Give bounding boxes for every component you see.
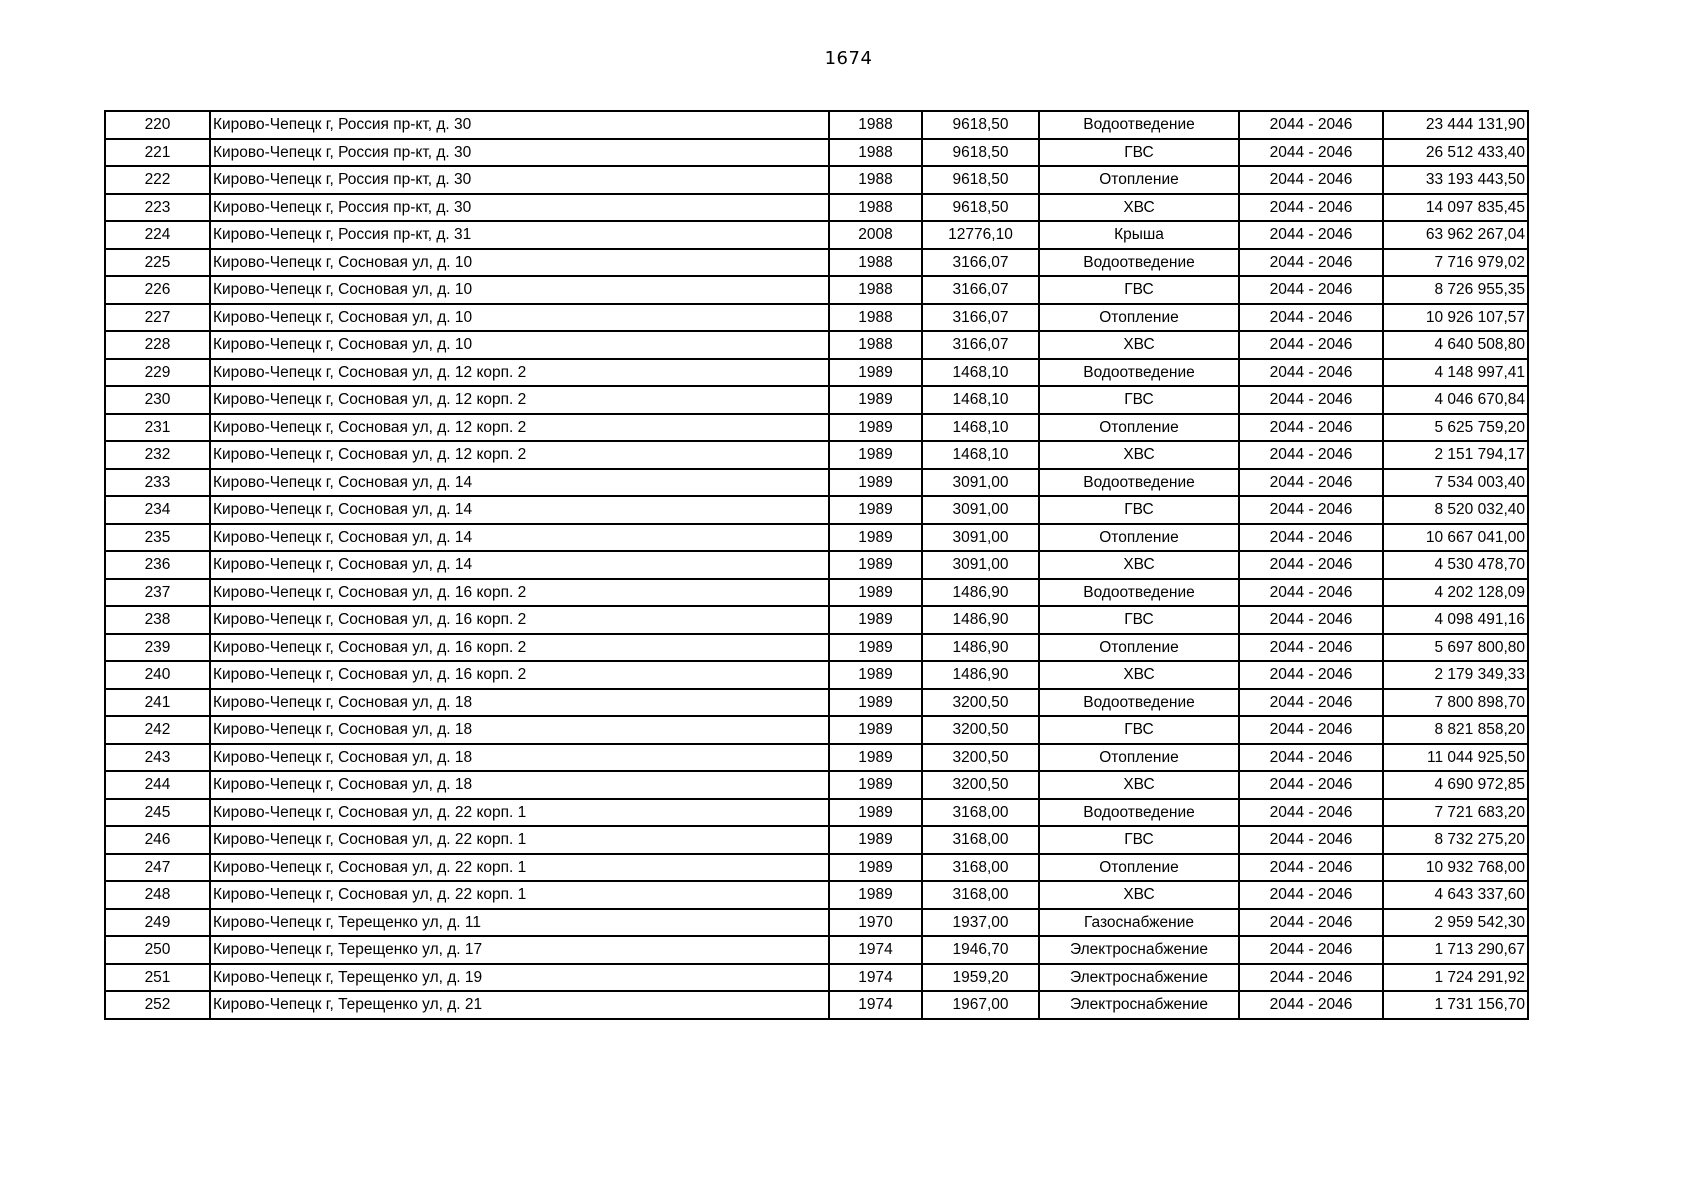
cost-cell: 26 512 433,40 [1383, 139, 1528, 167]
address-cell: Кирово-Чепецк г, Сосновая ул, д. 10 [210, 276, 829, 304]
area-cell: 3166,07 [922, 276, 1039, 304]
table-row [105, 606, 1528, 634]
work-type-cell: Газоснабжение [1039, 909, 1239, 937]
address-cell: Кирово-Чепецк г, Россия пр-кт, д. 30 [210, 111, 829, 139]
work-type-cell: Электроснабжение [1039, 964, 1239, 992]
cost-cell: 1 731 156,70 [1383, 991, 1528, 1019]
address-cell: Кирово-Чепецк г, Сосновая ул, д. 12 корп. 2 [210, 386, 829, 414]
address-cell: Кирово-Чепецк г, Россия пр-кт, д. 30 [210, 194, 829, 222]
area-cell: 3200,50 [922, 771, 1039, 799]
cost-cell: 1 713 290,67 [1383, 936, 1528, 964]
work-type-cell: ХВС [1039, 551, 1239, 579]
address-cell: Кирово-Чепецк г, Сосновая ул, д. 16 корп. 2 [210, 634, 829, 662]
cost-cell: 7 716 979,02 [1383, 249, 1528, 277]
address-cell: Кирово-Чепецк г, Сосновая ул, д. 18 [210, 771, 829, 799]
row-number-cell: 242 [105, 716, 210, 744]
year-cell: 1989 [829, 386, 922, 414]
row-number-cell: 251 [105, 964, 210, 992]
cost-cell: 11 044 925,50 [1383, 744, 1528, 772]
table-row [105, 799, 1528, 827]
work-type-cell: ГВС [1039, 496, 1239, 524]
period-cell: 2044 - 2046 [1239, 441, 1383, 469]
work-type-cell: ХВС [1039, 661, 1239, 689]
table-row [105, 744, 1528, 772]
work-type-cell: ГВС [1039, 386, 1239, 414]
address-cell: Кирово-Чепецк г, Сосновая ул, д. 14 [210, 496, 829, 524]
cost-cell: 14 097 835,45 [1383, 194, 1528, 222]
address-cell: Кирово-Чепецк г, Терещенко ул, д. 11 [210, 909, 829, 937]
period-cell: 2044 - 2046 [1239, 139, 1383, 167]
table-row [105, 881, 1528, 909]
cost-cell: 4 530 478,70 [1383, 551, 1528, 579]
work-type-cell: Отопление [1039, 414, 1239, 442]
table-row [105, 441, 1528, 469]
row-number-cell: 239 [105, 634, 210, 662]
address-cell: Кирово-Чепецк г, Россия пр-кт, д. 30 [210, 139, 829, 167]
cost-cell: 7 800 898,70 [1383, 689, 1528, 717]
area-cell: 1468,10 [922, 386, 1039, 414]
year-cell: 1989 [829, 496, 922, 524]
year-cell: 1989 [829, 579, 922, 607]
work-type-cell: Отопление [1039, 634, 1239, 662]
year-cell: 1988 [829, 194, 922, 222]
table-row [105, 771, 1528, 799]
area-cell: 12776,10 [922, 221, 1039, 249]
area-cell: 3091,00 [922, 469, 1039, 497]
period-cell: 2044 - 2046 [1239, 524, 1383, 552]
address-cell: Кирово-Чепецк г, Сосновая ул, д. 16 корп. 2 [210, 579, 829, 607]
table-row [105, 304, 1528, 332]
year-cell: 1989 [829, 551, 922, 579]
year-cell: 1974 [829, 964, 922, 992]
cost-cell: 4 148 997,41 [1383, 359, 1528, 387]
area-cell: 3166,07 [922, 249, 1039, 277]
period-cell: 2044 - 2046 [1239, 414, 1383, 442]
work-type-cell: Отопление [1039, 854, 1239, 882]
cost-cell: 4 098 491,16 [1383, 606, 1528, 634]
area-cell: 9618,50 [922, 166, 1039, 194]
work-type-cell: Водоотведение [1039, 111, 1239, 139]
cost-cell: 7 534 003,40 [1383, 469, 1528, 497]
year-cell: 1974 [829, 936, 922, 964]
area-cell: 1959,20 [922, 964, 1039, 992]
address-cell: Кирово-Чепецк г, Россия пр-кт, д. 31 [210, 221, 829, 249]
work-type-cell: Водоотведение [1039, 469, 1239, 497]
table-row [105, 661, 1528, 689]
year-cell: 1989 [829, 744, 922, 772]
cost-cell: 2 151 794,17 [1383, 441, 1528, 469]
area-cell: 3091,00 [922, 496, 1039, 524]
period-cell: 2044 - 2046 [1239, 881, 1383, 909]
table-row [105, 826, 1528, 854]
table-row [105, 194, 1528, 222]
address-cell: Кирово-Чепецк г, Сосновая ул, д. 22 корп. 1 [210, 881, 829, 909]
work-type-cell: ГВС [1039, 276, 1239, 304]
cost-cell: 4 202 128,09 [1383, 579, 1528, 607]
year-cell: 1989 [829, 689, 922, 717]
period-cell: 2044 - 2046 [1239, 304, 1383, 332]
period-cell: 2044 - 2046 [1239, 689, 1383, 717]
table-row [105, 166, 1528, 194]
area-cell: 1468,10 [922, 441, 1039, 469]
row-number-cell: 221 [105, 139, 210, 167]
year-cell: 1989 [829, 469, 922, 497]
cost-cell: 8 520 032,40 [1383, 496, 1528, 524]
address-cell: Кирово-Чепецк г, Терещенко ул, д. 17 [210, 936, 829, 964]
table-row [105, 249, 1528, 277]
address-cell: Кирово-Чепецк г, Россия пр-кт, д. 30 [210, 166, 829, 194]
work-type-cell: ХВС [1039, 194, 1239, 222]
work-type-cell: Электроснабжение [1039, 936, 1239, 964]
address-cell: Кирово-Чепецк г, Сосновая ул, д. 12 корп. 2 [210, 414, 829, 442]
year-cell: 2008 [829, 221, 922, 249]
year-cell: 1989 [829, 881, 922, 909]
period-cell: 2044 - 2046 [1239, 276, 1383, 304]
area-cell: 3168,00 [922, 854, 1039, 882]
period-cell: 2044 - 2046 [1239, 661, 1383, 689]
work-type-cell: Водоотведение [1039, 359, 1239, 387]
cost-cell: 5 697 800,80 [1383, 634, 1528, 662]
work-type-cell: ГВС [1039, 716, 1239, 744]
row-number-cell: 247 [105, 854, 210, 882]
row-number-cell: 222 [105, 166, 210, 194]
area-cell: 3168,00 [922, 881, 1039, 909]
area-cell: 1486,90 [922, 661, 1039, 689]
row-number-cell: 223 [105, 194, 210, 222]
repair-schedule-table [104, 110, 1529, 1020]
area-cell: 3166,07 [922, 304, 1039, 332]
cost-cell: 63 962 267,04 [1383, 221, 1528, 249]
row-number-cell: 248 [105, 881, 210, 909]
period-cell: 2044 - 2046 [1239, 799, 1383, 827]
year-cell: 1988 [829, 139, 922, 167]
year-cell: 1989 [829, 634, 922, 662]
row-number-cell: 250 [105, 936, 210, 964]
period-cell: 2044 - 2046 [1239, 771, 1383, 799]
address-cell: Кирово-Чепецк г, Сосновая ул, д. 12 корп. 2 [210, 359, 829, 387]
area-cell: 3200,50 [922, 744, 1039, 772]
area-cell: 1967,00 [922, 991, 1039, 1019]
table-row [105, 359, 1528, 387]
cost-cell: 10 667 041,00 [1383, 524, 1528, 552]
address-cell: Кирово-Чепецк г, Сосновая ул, д. 10 [210, 249, 829, 277]
cost-cell: 4 640 508,80 [1383, 331, 1528, 359]
table-row [105, 524, 1528, 552]
year-cell: 1974 [829, 991, 922, 1019]
cost-cell: 10 932 768,00 [1383, 854, 1528, 882]
year-cell: 1988 [829, 249, 922, 277]
work-type-cell: ХВС [1039, 881, 1239, 909]
year-cell: 1989 [829, 826, 922, 854]
table-row [105, 634, 1528, 662]
work-type-cell: ГВС [1039, 139, 1239, 167]
address-cell: Кирово-Чепецк г, Сосновая ул, д. 18 [210, 689, 829, 717]
table-row [105, 386, 1528, 414]
cost-cell: 8 732 275,20 [1383, 826, 1528, 854]
cost-cell: 2 179 349,33 [1383, 661, 1528, 689]
table-row [105, 579, 1528, 607]
address-cell: Кирово-Чепецк г, Сосновая ул, д. 18 [210, 716, 829, 744]
area-cell: 1468,10 [922, 414, 1039, 442]
year-cell: 1989 [829, 661, 922, 689]
work-type-cell: Отопление [1039, 304, 1239, 332]
area-cell: 3168,00 [922, 799, 1039, 827]
work-type-cell: Водоотведение [1039, 249, 1239, 277]
area-cell: 9618,50 [922, 194, 1039, 222]
area-cell: 3200,50 [922, 716, 1039, 744]
row-number-cell: 230 [105, 386, 210, 414]
row-number-cell: 233 [105, 469, 210, 497]
table-row [105, 139, 1528, 167]
cost-cell: 4 690 972,85 [1383, 771, 1528, 799]
year-cell: 1988 [829, 331, 922, 359]
address-cell: Кирово-Чепецк г, Сосновая ул, д. 22 корп. 1 [210, 854, 829, 882]
table-row [105, 991, 1528, 1019]
year-cell: 1988 [829, 166, 922, 194]
row-number-cell: 246 [105, 826, 210, 854]
cost-cell: 7 721 683,20 [1383, 799, 1528, 827]
row-number-cell: 231 [105, 414, 210, 442]
year-cell: 1989 [829, 716, 922, 744]
row-number-cell: 252 [105, 991, 210, 1019]
period-cell: 2044 - 2046 [1239, 331, 1383, 359]
address-cell: Кирово-Чепецк г, Сосновая ул, д. 10 [210, 331, 829, 359]
work-type-cell: Отопление [1039, 744, 1239, 772]
area-cell: 3091,00 [922, 524, 1039, 552]
row-number-cell: 237 [105, 579, 210, 607]
cost-cell: 33 193 443,50 [1383, 166, 1528, 194]
table-row [105, 716, 1528, 744]
table-row [105, 469, 1528, 497]
work-type-cell: ХВС [1039, 441, 1239, 469]
table-row [105, 331, 1528, 359]
period-cell: 2044 - 2046 [1239, 111, 1383, 139]
area-cell: 3200,50 [922, 689, 1039, 717]
period-cell: 2044 - 2046 [1239, 826, 1383, 854]
period-cell: 2044 - 2046 [1239, 716, 1383, 744]
table-row [105, 909, 1528, 937]
address-cell: Кирово-Чепецк г, Сосновая ул, д. 14 [210, 551, 829, 579]
row-number-cell: 244 [105, 771, 210, 799]
row-number-cell: 227 [105, 304, 210, 332]
area-cell: 3168,00 [922, 826, 1039, 854]
cost-cell: 4 046 670,84 [1383, 386, 1528, 414]
table-row [105, 936, 1528, 964]
period-cell: 2044 - 2046 [1239, 194, 1383, 222]
address-cell: Кирово-Чепецк г, Сосновая ул, д. 16 корп. 2 [210, 661, 829, 689]
period-cell: 2044 - 2046 [1239, 221, 1383, 249]
table-row [105, 496, 1528, 524]
cost-cell: 2 959 542,30 [1383, 909, 1528, 937]
work-type-cell: ГВС [1039, 606, 1239, 634]
table-row [105, 689, 1528, 717]
period-cell: 2044 - 2046 [1239, 936, 1383, 964]
period-cell: 2044 - 2046 [1239, 166, 1383, 194]
row-number-cell: 224 [105, 221, 210, 249]
area-cell: 1946,70 [922, 936, 1039, 964]
table-row [105, 551, 1528, 579]
period-cell: 2044 - 2046 [1239, 579, 1383, 607]
work-type-cell: Отопление [1039, 166, 1239, 194]
cost-cell: 10 926 107,57 [1383, 304, 1528, 332]
cost-cell: 1 724 291,92 [1383, 964, 1528, 992]
year-cell: 1989 [829, 524, 922, 552]
address-cell: Кирово-Чепецк г, Сосновая ул, д. 18 [210, 744, 829, 772]
work-type-cell: Водоотведение [1039, 799, 1239, 827]
period-cell: 2044 - 2046 [1239, 386, 1383, 414]
period-cell: 2044 - 2046 [1239, 359, 1383, 387]
row-number-cell: 241 [105, 689, 210, 717]
area-cell: 3166,07 [922, 331, 1039, 359]
address-cell: Кирово-Чепецк г, Сосновая ул, д. 22 корп. 1 [210, 826, 829, 854]
table-row [105, 964, 1528, 992]
address-cell: Кирово-Чепецк г, Сосновая ул, д. 10 [210, 304, 829, 332]
cost-cell: 5 625 759,20 [1383, 414, 1528, 442]
period-cell: 2044 - 2046 [1239, 909, 1383, 937]
row-number-cell: 229 [105, 359, 210, 387]
period-cell: 2044 - 2046 [1239, 496, 1383, 524]
row-number-cell: 240 [105, 661, 210, 689]
row-number-cell: 249 [105, 909, 210, 937]
row-number-cell: 238 [105, 606, 210, 634]
address-cell: Кирово-Чепецк г, Сосновая ул, д. 14 [210, 469, 829, 497]
period-cell: 2044 - 2046 [1239, 854, 1383, 882]
period-cell: 2044 - 2046 [1239, 634, 1383, 662]
row-number-cell: 243 [105, 744, 210, 772]
address-cell: Кирово-Чепецк г, Сосновая ул, д. 22 корп. 1 [210, 799, 829, 827]
work-type-cell: Электроснабжение [1039, 991, 1239, 1019]
cost-cell: 23 444 131,90 [1383, 111, 1528, 139]
address-cell: Кирово-Чепецк г, Сосновая ул, д. 14 [210, 524, 829, 552]
work-type-cell: Водоотведение [1039, 579, 1239, 607]
period-cell: 2044 - 2046 [1239, 964, 1383, 992]
year-cell: 1988 [829, 304, 922, 332]
period-cell: 2044 - 2046 [1239, 606, 1383, 634]
area-cell: 9618,50 [922, 139, 1039, 167]
table-row [105, 111, 1528, 139]
year-cell: 1988 [829, 111, 922, 139]
year-cell: 1989 [829, 771, 922, 799]
area-cell: 1486,90 [922, 634, 1039, 662]
row-number-cell: 245 [105, 799, 210, 827]
row-number-cell: 225 [105, 249, 210, 277]
cost-cell: 8 821 858,20 [1383, 716, 1528, 744]
area-cell: 9618,50 [922, 111, 1039, 139]
year-cell: 1989 [829, 854, 922, 882]
cost-cell: 8 726 955,35 [1383, 276, 1528, 304]
work-type-cell: ХВС [1039, 331, 1239, 359]
table-row [105, 854, 1528, 882]
table-body [105, 111, 1528, 1019]
period-cell: 2044 - 2046 [1239, 991, 1383, 1019]
year-cell: 1989 [829, 606, 922, 634]
table-row [105, 414, 1528, 442]
work-type-cell: ГВС [1039, 826, 1239, 854]
row-number-cell: 234 [105, 496, 210, 524]
year-cell: 1989 [829, 441, 922, 469]
year-cell: 1989 [829, 414, 922, 442]
year-cell: 1989 [829, 799, 922, 827]
period-cell: 2044 - 2046 [1239, 469, 1383, 497]
row-number-cell: 220 [105, 111, 210, 139]
year-cell: 1989 [829, 359, 922, 387]
area-cell: 1937,00 [922, 909, 1039, 937]
table-row [105, 221, 1528, 249]
work-type-cell: Водоотведение [1039, 689, 1239, 717]
row-number-cell: 226 [105, 276, 210, 304]
work-type-cell: Крыша [1039, 221, 1239, 249]
area-cell: 1486,90 [922, 606, 1039, 634]
address-cell: Кирово-Чепецк г, Терещенко ул, д. 21 [210, 991, 829, 1019]
address-cell: Кирово-Чепецк г, Терещенко ул, д. 19 [210, 964, 829, 992]
address-cell: Кирово-Чепецк г, Сосновая ул, д. 16 корп. 2 [210, 606, 829, 634]
year-cell: 1970 [829, 909, 922, 937]
row-number-cell: 236 [105, 551, 210, 579]
work-type-cell: Отопление [1039, 524, 1239, 552]
year-cell: 1988 [829, 276, 922, 304]
row-number-cell: 228 [105, 331, 210, 359]
cost-cell: 4 643 337,60 [1383, 881, 1528, 909]
work-type-cell: ХВС [1039, 771, 1239, 799]
table-row [105, 276, 1528, 304]
period-cell: 2044 - 2046 [1239, 551, 1383, 579]
period-cell: 2044 - 2046 [1239, 249, 1383, 277]
row-number-cell: 232 [105, 441, 210, 469]
address-cell: Кирово-Чепецк г, Сосновая ул, д. 12 корп. 2 [210, 441, 829, 469]
row-number-cell: 235 [105, 524, 210, 552]
area-cell: 1486,90 [922, 579, 1039, 607]
area-cell: 3091,00 [922, 551, 1039, 579]
area-cell: 1468,10 [922, 359, 1039, 387]
period-cell: 2044 - 2046 [1239, 744, 1383, 772]
page-number: 1674 [824, 48, 873, 69]
